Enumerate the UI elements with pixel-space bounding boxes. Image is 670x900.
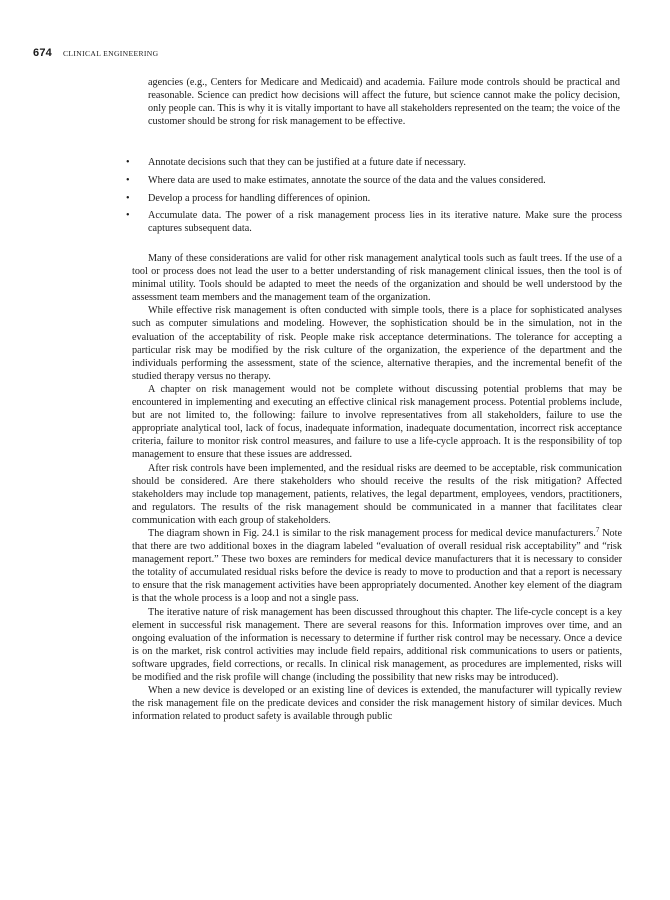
page-number: 674	[33, 47, 52, 59]
bullet-item	[124, 174, 622, 187]
paragraph-text: Note that there are two additional boxes in the diagram labeled “evaluation of overall residual risk acceptability” and “risk management report.” These two boxes are reminders for medical device manufacturers that it is necessary to consider the totality of accumulated residual risks before the device is ready to move to production and that a report is necessary to ensure that the risk management activities have been appropriately documented. Another key element of the diagram is that the whole process is a loop and not a single pass.	[132, 527, 622, 605]
bullet-text: Develop a process for handling differences of opinion.	[148, 192, 371, 204]
bullet-icon: •	[126, 157, 130, 168]
paragraph	[132, 527, 622, 606]
bullet-item	[124, 192, 622, 205]
paragraph: Many of these considerations are valid for other risk management analytical tools such as fault trees. If the use of a tool or process does not lead the user to a better understanding of risk management clinical issues, then the tool is of minimal utility. Tools should be adapted to meet the needs of the organization and should be well understood by the assessment team members and the management team of the organization.	[132, 253, 622, 304]
bullet-icon: •	[126, 174, 130, 186]
running-head: CLINICAL ENGINEERING	[62, 49, 159, 58]
bullet-text: Annotate decisions such that they can be justified at a future date if necessary.	[148, 157, 466, 168]
body-text	[132, 252, 622, 723]
paragraph: The iterative nature of risk management has been discussed throughout this chapter. The life-cycle concept is a key element in successful risk management. There are several reasons for this. Information improves over time, and an ongoing evaluation of the information is necessary to determine if further risk control may be necessary. Once a device is on the market, risk control activities may include field repairs, additional risk communications to users or patients, software upgrades, field corrections, or recalls. In clinical risk management, as procedures are implemented, risks will be modified and the risk profile will change (including the possibility that new risks may be introduced).	[132, 606, 622, 683]
bullet-text: Accumulate data. The power of a risk management process lies in its iterative nature. Make sure the process captures subsequent data.	[148, 210, 622, 235]
bullet-item	[124, 209, 622, 235]
bullet-item	[124, 156, 622, 169]
bullet-text: Where data are used to make estimates, annotate the source of the data and the values considered.	[148, 174, 546, 186]
bullet-icon: •	[126, 192, 130, 204]
paragraph: While effective risk management is often conducted with simple tools, there is a place for sophisticated analyses such as computer simulations and modeling. However, the sophistication should be in the simulation, not in the evaluation of the acceptability of risk. People make risk acceptance determinations. The tolerance for accepting a particular risk may be modified by the risk culture of the organization, the experience of the department and the individuals performing the assessment, state of the science, alternative therapies, and the incremental benefit of the studied therapy versus no therapy.	[132, 305, 622, 382]
bullet-list	[124, 156, 622, 240]
paragraph: A chapter on risk management would not be complete without discussing potential problems that may be encountered in implementing and executing an effective clinical risk management process. Potential problems include, but are not limited to, the following: failure to involve representatives from all stakeholders, failure to use the appropriate analytical tool, lack of focus, inadequate information, inadequate documentation, incorrect risk acceptance criteria, failure to monitor risk control measures, and failure to use a life-cycle approach. It is the responsibility of top management to ensure that these issues are addressed.	[132, 383, 622, 461]
paragraph-text: The diagram shown in Fig. 24.1 is similar to the risk management process for medical device manufacturers.	[148, 527, 596, 539]
bullet-icon: •	[126, 210, 130, 222]
footnote-reference: 7	[595, 525, 600, 534]
paragraph: After risk controls have been implemented, and the residual risks are deemed to be acceptable, risk communication should be considered. Are there stakeholders who should receive the results of the risk mitigation? Affected stakeholders may include top management, patients, relatives, the legal department, employees, vendors, practitioners, and regulators. The results of the risk management should be communicated in a manner that facilitates clear communication with each group of stakeholders.	[132, 462, 622, 526]
continued-paragraph: agencies (e.g., Centers for Medicare and Medicaid) and academia. Failure mode controls should be practical and reasonable. Science can predict how decisions will affect the future, but science cannot make the policy decision, only people can. This is why it is vitally important to have all stakeholders represented on the team; the voice of the customer should be strong for risk management to be effective.	[148, 77, 620, 128]
page-header	[33, 47, 158, 59]
paragraph: When a new device is developed or an existing line of devices is extended, the manufacturer will typically review the risk management file on the predicate devices and consider the risk management history of similar devices. Much information related to product safety is available through public	[132, 685, 622, 723]
